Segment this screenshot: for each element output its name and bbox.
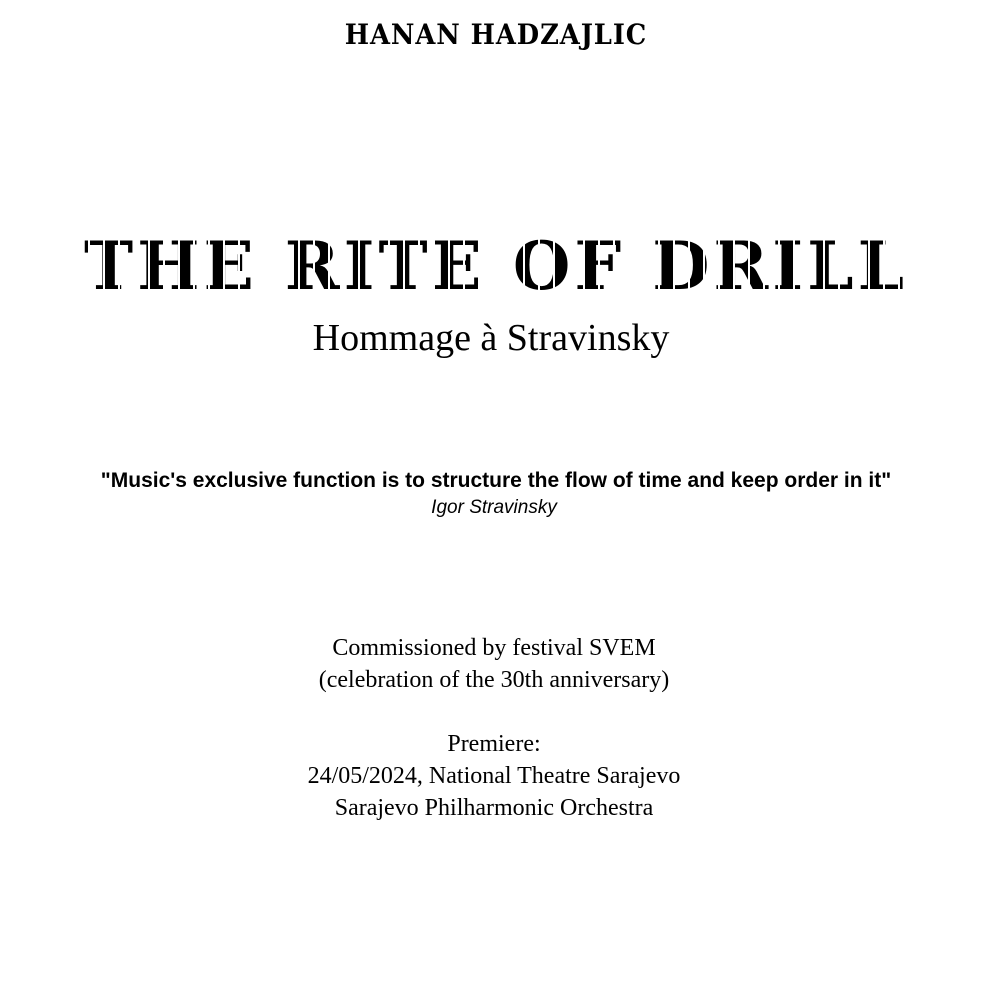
composer-name: HANAN HADZAJLIC xyxy=(344,18,648,51)
work-subtitle: Hommage à Stravinsky xyxy=(312,317,670,359)
epigraph-author: Igor Stravinsky xyxy=(431,497,557,518)
epigraph-quote: "Music's exclusive function is to structure the flow of time and keep order in it" xyxy=(100,469,892,492)
premiere-performer: Sarajevo Philharmonic Orchestra xyxy=(334,795,654,821)
work-title: THE RITE OF DRILL xyxy=(0,226,992,306)
commission-occasion: (celebration of the 30th anniversary) xyxy=(318,667,670,693)
premiere-block xyxy=(0,728,988,824)
premiere-heading: Premiere: xyxy=(447,731,541,757)
premiere-date-venue: 24/05/2024, National Theatre Sarajevo xyxy=(307,763,681,789)
commission-line: Commissioned by festival SVEM xyxy=(332,635,656,661)
commission-block xyxy=(0,632,988,696)
